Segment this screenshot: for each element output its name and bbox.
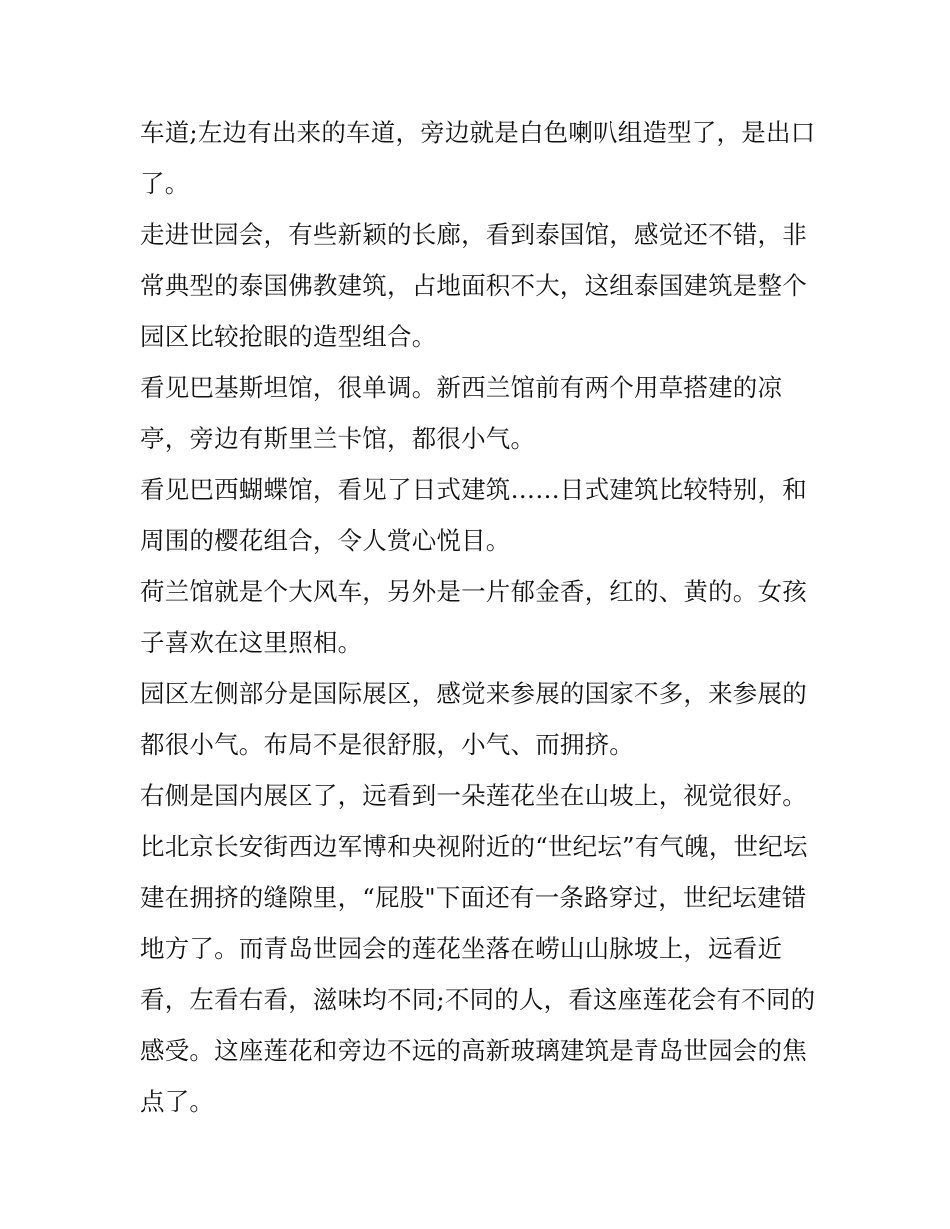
paragraph-netherlands-pavilion: 荷兰馆就是个大风车，另外是一片郁金香，红的、黄的。女孩子喜欢在这里照相。 bbox=[140, 577, 807, 657]
paragraph-domestic-zone: 右侧是国内展区了，远看到一朵莲花坐在山坡上，视觉很好。比北京长安街西边军博和央视附近的“世纪坛”有气魄，世纪坛建在拥挤的缝隙里，“屁股"下面还有一条路穿过，世纪坛建错地方了。而青岛世园会的莲花坐落在崂山山脉坡上，远看近看，左看右看，滋味均不同;不同的人，看这座莲花会有不同的感受。这座莲花和旁边不远的高新玻璃建筑是青岛世园会的焦点了。 bbox=[140, 781, 816, 1116]
paragraph-brazil-japan: 看见巴西蝴蝶馆，看见了日式建筑……日式建筑比较特别，和周围的樱花组合，令人赏心悦目。 bbox=[140, 475, 807, 555]
paragraph-exit-lane: 车道;左边有出来的车道，旁边就是白色喇叭组造型了，是出口了。 bbox=[140, 118, 816, 198]
paragraph-international-zone: 园区左侧部分是国际展区，感觉来参展的国家不多，来参展的都很小气。布局不是很舒服，小气、而拥挤。 bbox=[140, 679, 807, 759]
paragraph-pakistan-pavilion: 看见巴基斯坦馆，很单调。新西兰馆前有两个用草搭建的凉亭，旁边有斯里兰卡馆，都很小气。 bbox=[140, 373, 783, 453]
document-body bbox=[140, 107, 820, 1127]
paragraph-thailand-pavilion: 走进世园会，有些新颖的长廊，看到泰国馆，感觉还不错，非常典型的泰国佛教建筑，占地面积不大，这组泰国建筑是整个园区比较抢眼的造型组合。 bbox=[140, 220, 807, 351]
